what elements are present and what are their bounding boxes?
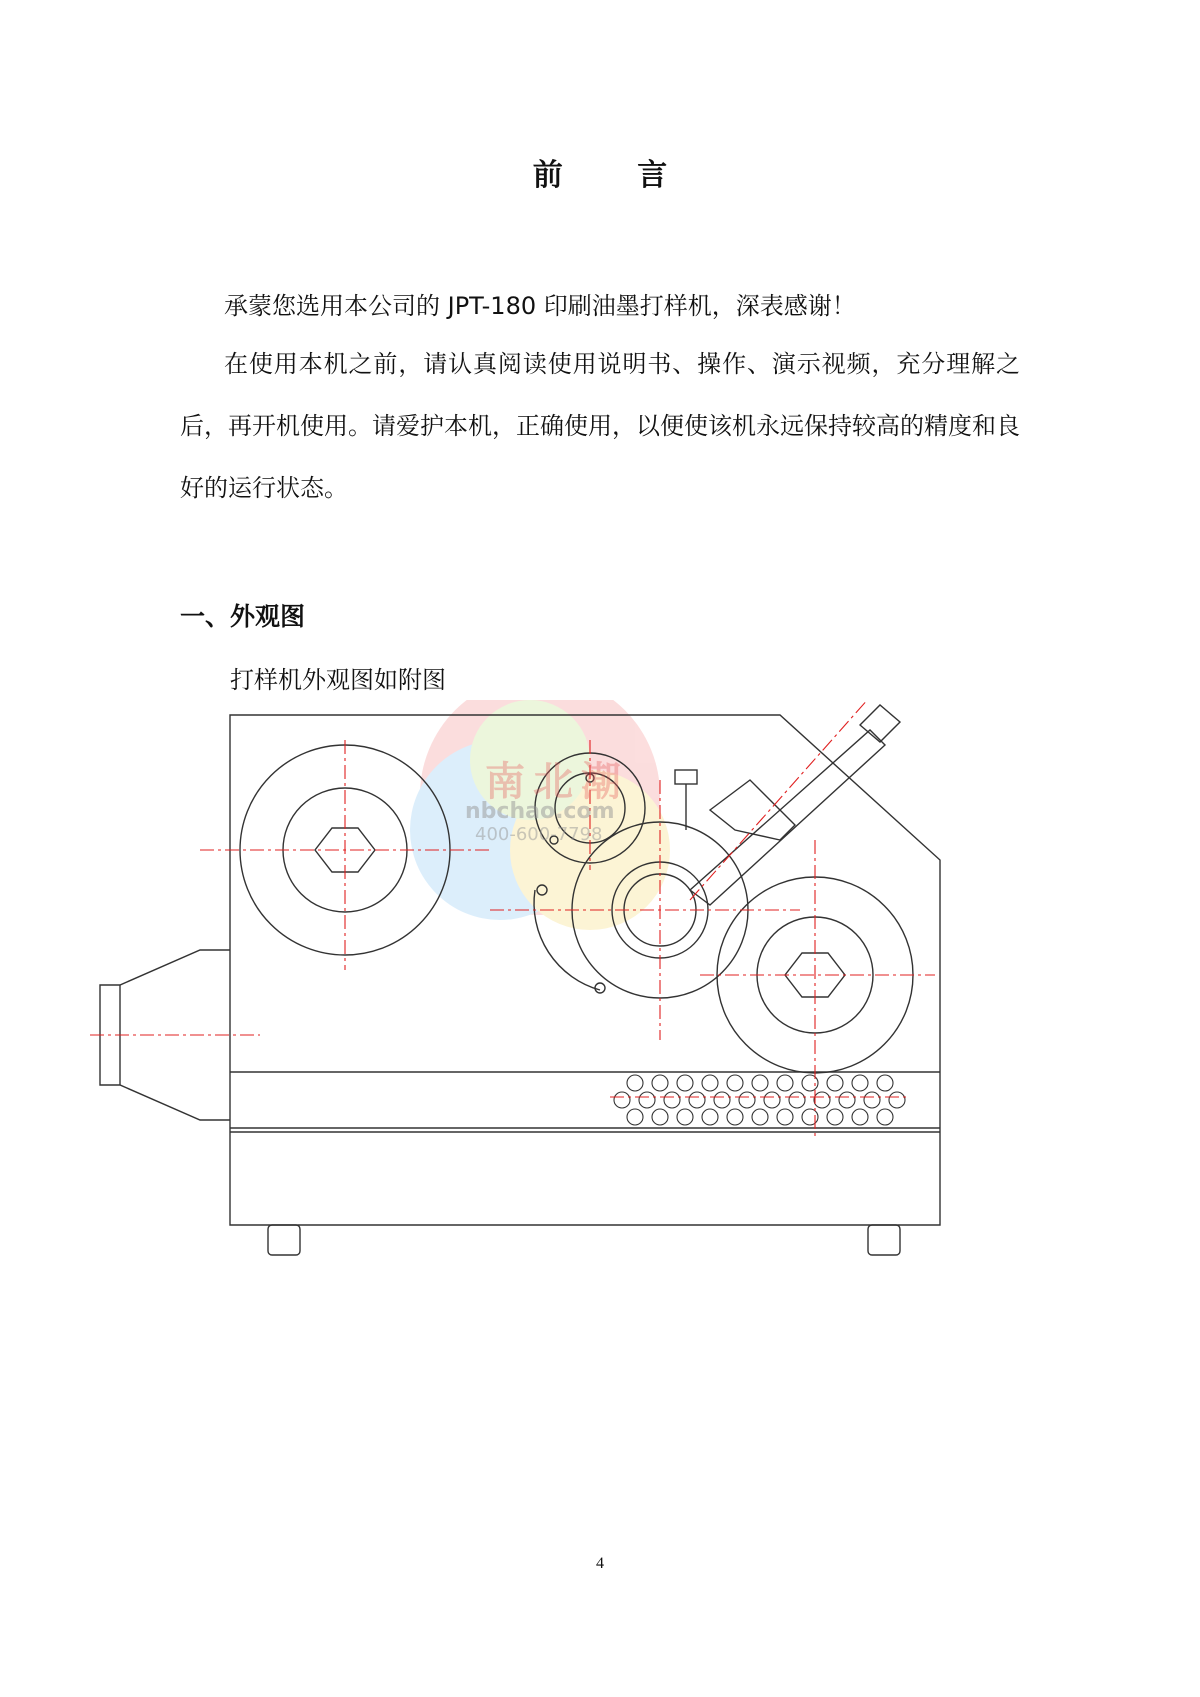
- intro-paragraph-1: 承蒙您选用本公司的 JPT-180 印刷油墨打样机，深表感谢！: [224, 292, 856, 320]
- section-heading: 一、外观图: [180, 602, 306, 631]
- left-foot: [268, 1225, 300, 1255]
- page-number: 4: [596, 1555, 604, 1572]
- right-foot: [868, 1225, 900, 1255]
- page-title: 前 言: [532, 158, 700, 193]
- watermark-site: nbchao.com: [465, 799, 615, 824]
- watermark-brand: 南北潮: [485, 759, 629, 805]
- vent-holes: [614, 1075, 905, 1125]
- pressure-arm: [675, 705, 900, 905]
- figure-caption: 打样机外观图如附图: [230, 666, 446, 694]
- watermark-phone: 400-600-7798: [475, 824, 603, 845]
- intro-paragraph-2: 在使用本机之前，请认真阅读使用说明书、操作、演示视频，充分理解之后，再开机使用。请爱护本机，正确使用，以便使该机永远保持较高的精度和良好的运行状态。: [180, 350, 1020, 502]
- machine-drawing: [90, 700, 1040, 1390]
